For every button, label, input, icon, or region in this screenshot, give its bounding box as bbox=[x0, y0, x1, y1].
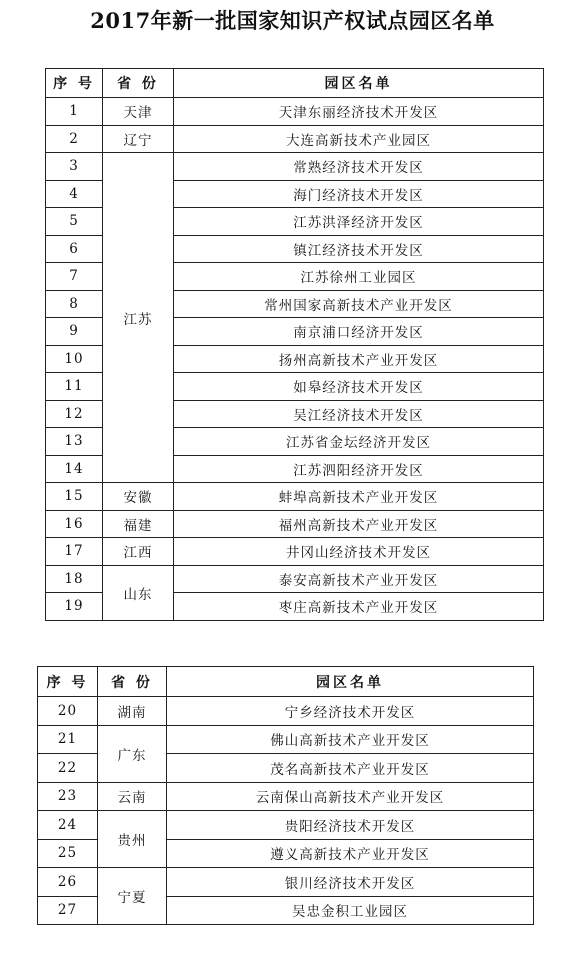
park-name-cell: 天津东丽经济技术开发区 bbox=[174, 98, 544, 126]
province-cell: 天津 bbox=[103, 98, 174, 126]
header-province: 省 份 bbox=[103, 69, 174, 98]
province-cell: 江西 bbox=[103, 538, 174, 566]
table-row bbox=[46, 538, 544, 566]
park-name-cell: 宁乡经济技术开发区 bbox=[167, 697, 534, 726]
table-row bbox=[46, 483, 544, 511]
serial-number-cell: 8 bbox=[46, 290, 103, 318]
serial-number-cell: 17 bbox=[46, 538, 103, 566]
park-name-cell: 贵阳经济技术开发区 bbox=[167, 811, 534, 840]
header-province: 省 份 bbox=[98, 667, 167, 697]
table-row bbox=[46, 565, 544, 593]
table-header-row bbox=[38, 667, 534, 697]
province-cell: 湖南 bbox=[98, 697, 167, 726]
park-name-cell: 常熟经济技术开发区 bbox=[174, 153, 544, 181]
province-cell: 宁夏 bbox=[98, 868, 167, 925]
serial-number-cell: 13 bbox=[46, 428, 103, 456]
header-serial-number: 序 号 bbox=[38, 667, 98, 697]
table-row bbox=[46, 510, 544, 538]
header-park-name: 园区名单 bbox=[174, 69, 544, 98]
table-row bbox=[38, 697, 534, 726]
header-serial-number: 序 号 bbox=[46, 69, 103, 98]
park-name-cell: 大连高新技术产业园区 bbox=[174, 125, 544, 153]
park-name-cell: 银川经济技术开发区 bbox=[167, 868, 534, 897]
park-name-cell: 枣庄高新技术产业开发区 bbox=[174, 593, 544, 621]
park-name-cell: 江苏省金坛经济开发区 bbox=[174, 428, 544, 456]
park-name-cell: 如皋经济技术开发区 bbox=[174, 373, 544, 401]
table-row bbox=[38, 868, 534, 897]
serial-number-cell: 25 bbox=[38, 839, 98, 868]
serial-number-cell: 1 bbox=[46, 98, 103, 126]
serial-number-cell: 11 bbox=[46, 373, 103, 401]
serial-number-cell: 2 bbox=[46, 125, 103, 153]
province-cell: 云南 bbox=[98, 782, 167, 811]
serial-number-cell: 19 bbox=[46, 593, 103, 621]
serial-number-cell: 26 bbox=[38, 868, 98, 897]
serial-number-cell: 3 bbox=[46, 153, 103, 181]
park-name-cell: 福州高新技术产业开发区 bbox=[174, 510, 544, 538]
serial-number-cell: 16 bbox=[46, 510, 103, 538]
serial-number-cell: 23 bbox=[38, 782, 98, 811]
table-row bbox=[46, 125, 544, 153]
serial-number-cell: 21 bbox=[38, 725, 98, 754]
serial-number-cell: 20 bbox=[38, 697, 98, 726]
serial-number-cell: 18 bbox=[46, 565, 103, 593]
table-row bbox=[38, 782, 534, 811]
table-header-row bbox=[46, 69, 544, 98]
park-name-cell: 海门经济技术开发区 bbox=[174, 180, 544, 208]
park-name-cell: 江苏徐州工业园区 bbox=[174, 263, 544, 291]
park-name-cell: 镇江经济技术开发区 bbox=[174, 235, 544, 263]
serial-number-cell: 5 bbox=[46, 208, 103, 236]
park-name-cell: 扬州高新技术产业开发区 bbox=[174, 345, 544, 373]
park-name-cell: 吴江经济技术开发区 bbox=[174, 400, 544, 428]
park-table-1 bbox=[45, 68, 544, 621]
page-title: 2017年新一批国家知识产权试点园区名单 bbox=[90, 8, 495, 33]
table-row bbox=[38, 811, 534, 840]
province-cell: 福建 bbox=[103, 510, 174, 538]
park-name-cell: 蚌埠高新技术产业开发区 bbox=[174, 483, 544, 511]
table-row bbox=[46, 153, 544, 181]
serial-number-cell: 12 bbox=[46, 400, 103, 428]
park-name-cell: 江苏泗阳经济开发区 bbox=[174, 455, 544, 483]
serial-number-cell: 10 bbox=[46, 345, 103, 373]
province-cell: 辽宁 bbox=[103, 125, 174, 153]
serial-number-cell: 27 bbox=[38, 896, 98, 925]
table-row bbox=[38, 725, 534, 754]
park-name-cell: 遵义高新技术产业开发区 bbox=[167, 839, 534, 868]
park-name-cell: 泰安高新技术产业开发区 bbox=[174, 565, 544, 593]
serial-number-cell: 14 bbox=[46, 455, 103, 483]
serial-number-cell: 9 bbox=[46, 318, 103, 346]
park-name-cell: 常州国家高新技术产业开发区 bbox=[174, 290, 544, 318]
park-table-2 bbox=[37, 666, 534, 925]
province-cell: 山东 bbox=[103, 565, 174, 620]
park-name-cell: 南京浦口经济开发区 bbox=[174, 318, 544, 346]
park-name-cell: 茂名高新技术产业开发区 bbox=[167, 754, 534, 783]
province-cell: 江苏 bbox=[103, 153, 174, 483]
park-name-cell: 吴忠金积工业园区 bbox=[167, 896, 534, 925]
park-name-cell: 井冈山经济技术开发区 bbox=[174, 538, 544, 566]
serial-number-cell: 4 bbox=[46, 180, 103, 208]
serial-number-cell: 6 bbox=[46, 235, 103, 263]
table-row bbox=[46, 98, 544, 126]
serial-number-cell: 15 bbox=[46, 483, 103, 511]
park-name-cell: 云南保山高新技术产业开发区 bbox=[167, 782, 534, 811]
province-cell: 贵州 bbox=[98, 811, 167, 868]
serial-number-cell: 24 bbox=[38, 811, 98, 840]
serial-number-cell: 22 bbox=[38, 754, 98, 783]
park-name-cell: 江苏洪泽经济开发区 bbox=[174, 208, 544, 236]
province-cell: 广东 bbox=[98, 725, 167, 782]
serial-number-cell: 7 bbox=[46, 263, 103, 291]
province-cell: 安徽 bbox=[103, 483, 174, 511]
park-name-cell: 佛山高新技术产业开发区 bbox=[167, 725, 534, 754]
header-park-name: 园区名单 bbox=[167, 667, 534, 697]
